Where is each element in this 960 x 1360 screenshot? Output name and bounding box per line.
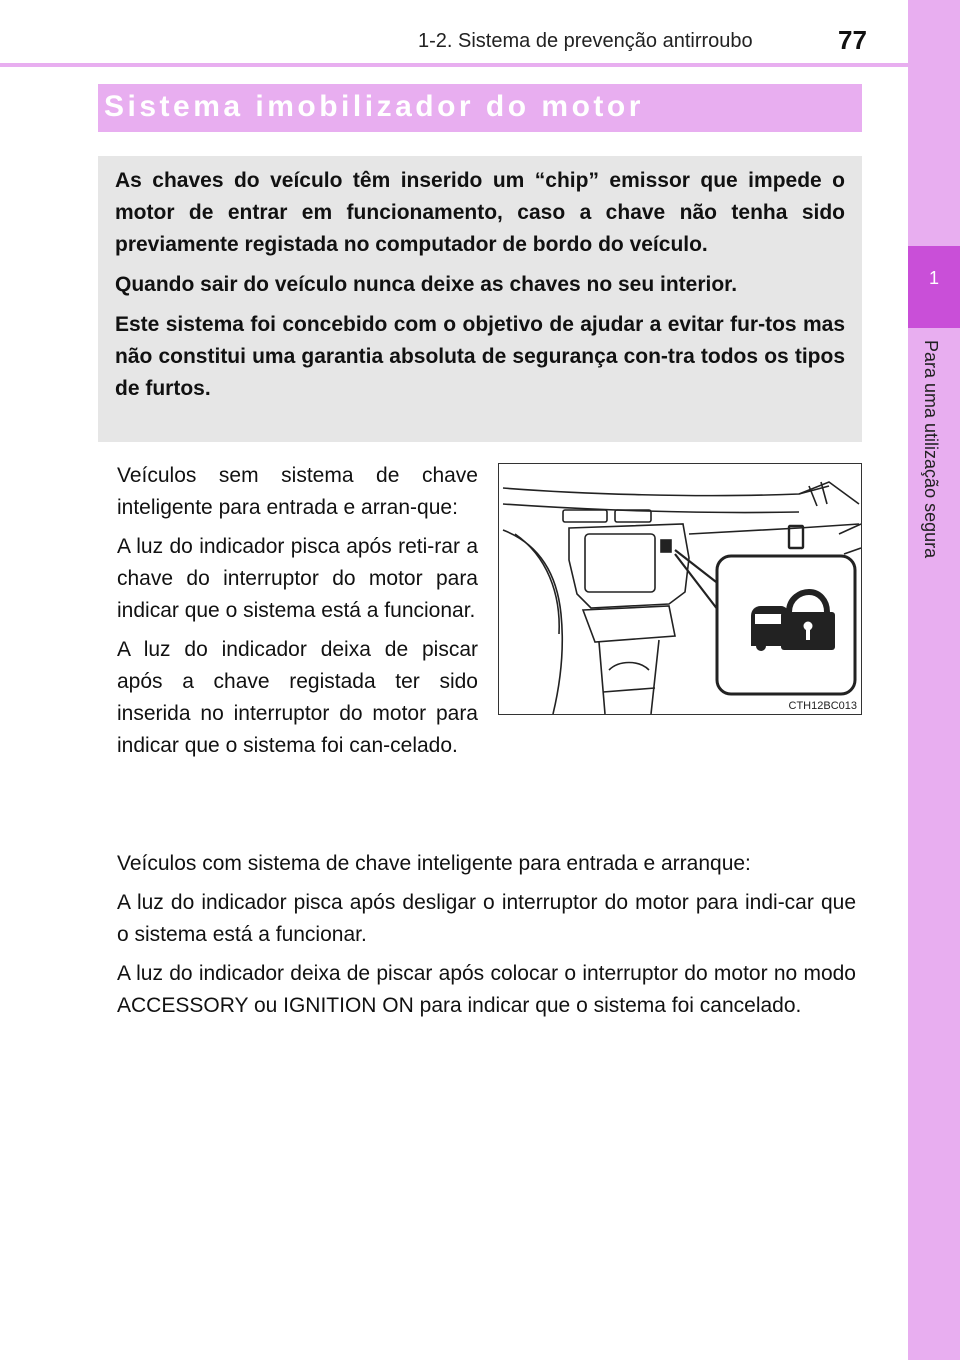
dashboard-drawing [499, 464, 862, 715]
without-smart-key-paragraph: A luz do indicador pisca após reti-rar a chave do interruptor do motor para indicar que o sistema está a funcionar. [117, 535, 478, 622]
section-reference: 1-2. Sistema de prevenção antirroubo [418, 30, 753, 52]
intro-paragraph: As chaves do veículo têm inserido um “chip” emissor que impede o motor de entrar em funcionamento, caso a chave não tenha sido previamente registada no computador de bordo do veículo. [115, 169, 845, 256]
chapter-number: 1 [928, 268, 939, 288]
section-title: Sistema imobilizador do motor [104, 90, 644, 123]
intro-box [98, 156, 862, 442]
with-smart-key-heading: Veículos com sistema de chave inteligente para entrada e arranque: [117, 852, 751, 875]
with-smart-key-paragraph: A luz do indicador deixa de piscar após colocar o interruptor do motor no modo ACCESSORY ou IGNITION ON para indicar que o sistema foi cancelado. [117, 962, 856, 1017]
without-smart-key-section [117, 460, 478, 769]
without-smart-key-heading: Veículos sem sistema de chave inteligente para entrada e arran-que: [117, 464, 478, 519]
with-smart-key-section [117, 848, 856, 1029]
intro-paragraph: Quando sair do veículo nunca deixe as chaves no seu interior. [115, 273, 738, 296]
figure-code: CTH12BC013 [788, 700, 857, 712]
with-smart-key-paragraph: A luz do indicador pisca após desligar o interruptor do motor para indi-car que o sistema está a funcionar. [117, 891, 856, 946]
chapter-title: Para uma utilização segura [921, 340, 941, 559]
header-divider [0, 63, 908, 67]
without-smart-key-paragraph: A luz do indicador deixa de piscar após a chave registada ter sido inserida no interruptor do motor para indicar que o sistema foi can-celado. [117, 638, 478, 757]
chapter-tab-strip [908, 0, 960, 1360]
dashboard-illustration [498, 463, 862, 715]
intro-paragraph: Este sistema foi concebido com o objetivo de ajudar a evitar fur-tos mas não constitui uma garantia absoluta de segurança con-tra todos os tipos de furtos. [115, 313, 845, 400]
page-number: 77 [838, 25, 867, 55]
